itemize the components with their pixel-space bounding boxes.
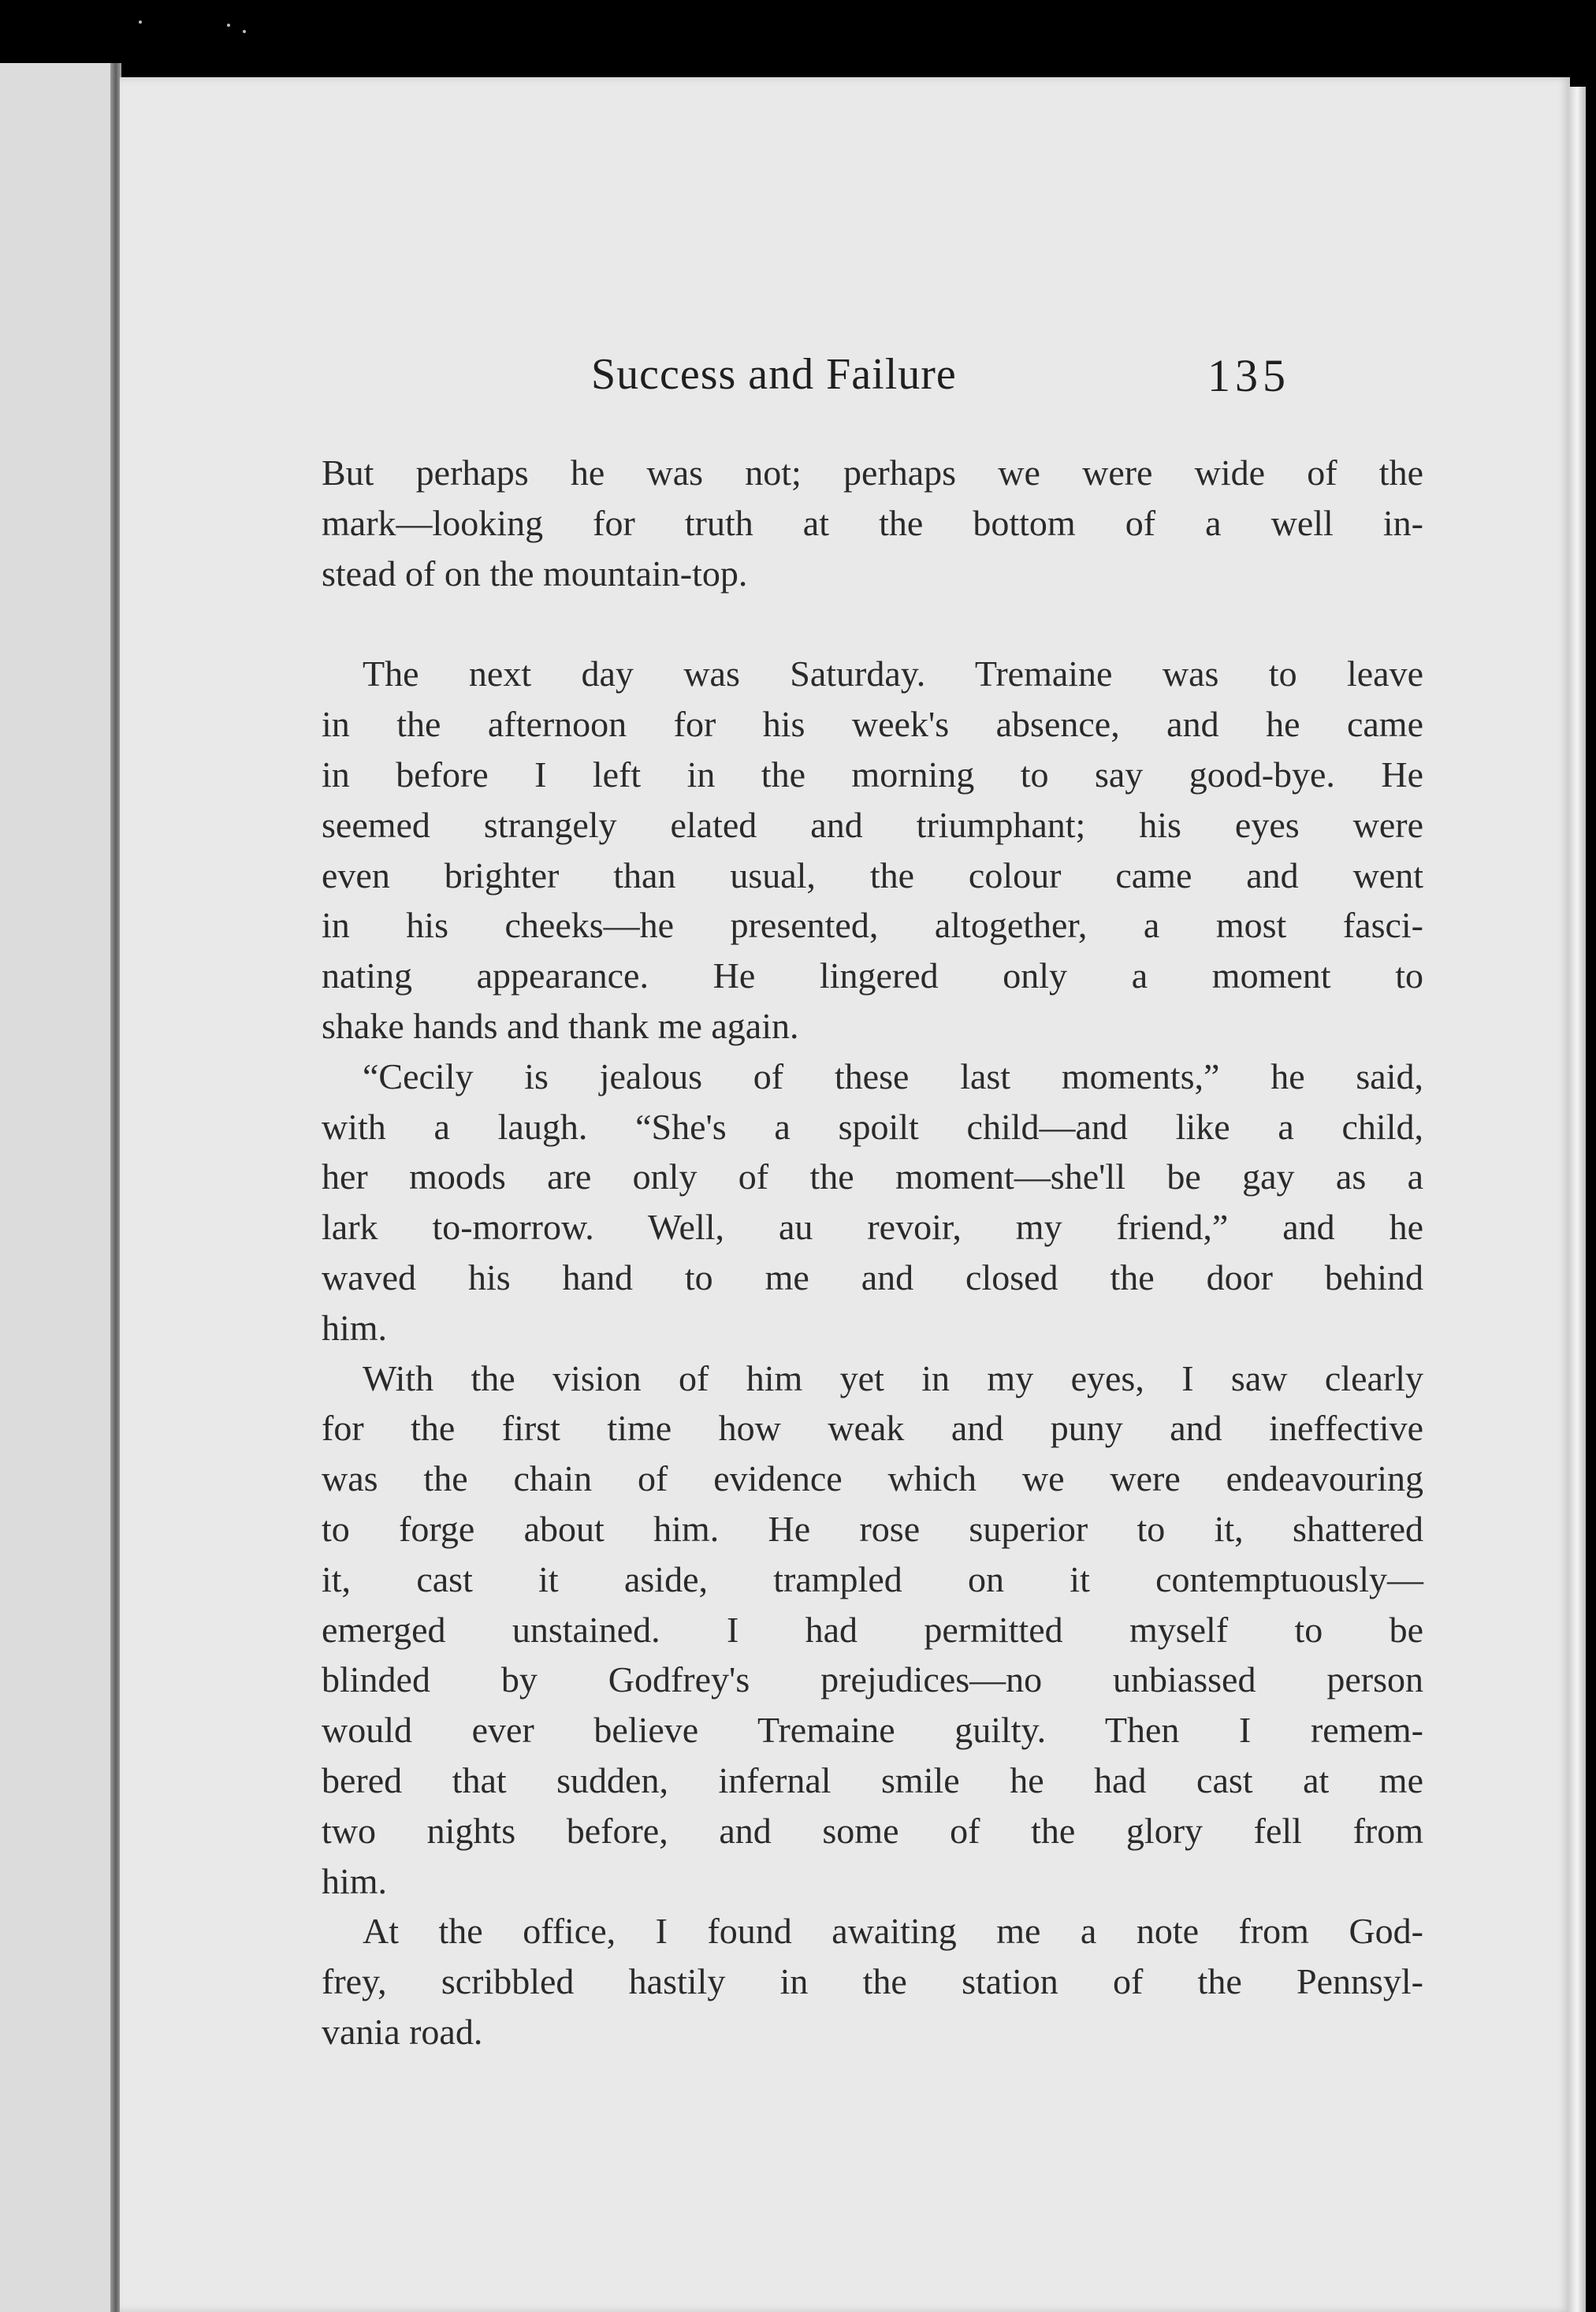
text-line: mark—looking for truth at the bottom of a well in- (322, 502, 1423, 543)
text-line: With the vision of him yet in my eyes, I saw clearly (363, 1357, 1423, 1398)
paragraph (322, 1906, 1423, 2057)
body-text (322, 448, 1423, 2057)
scan-dust (139, 20, 142, 24)
page-number: 135 (1207, 350, 1290, 401)
text-line: stead of on the mountain-top. (322, 553, 748, 594)
book-page (120, 77, 1570, 2312)
running-title: Success and Failure (591, 350, 957, 399)
scan-dust (243, 30, 246, 33)
facing-page-edge (0, 63, 117, 2312)
text-line: shake hands and thank me again. (322, 1005, 799, 1046)
text-line: waved his hand to me and closed the door behind (322, 1257, 1423, 1297)
section-break (322, 598, 1423, 649)
text-line: in the afternoon for his week's absence, and he came (322, 704, 1423, 745)
text-line: lark to-morrow. Well, au revoir, my friend,” and he (322, 1207, 1423, 1248)
text-line: nating appearance. He lingered only a moment to (322, 955, 1423, 996)
text-line: frey, scribbled hastily in the station of the Pennsyl- (322, 1961, 1423, 2002)
text-line: seemed strangely elated and triumphant; his eyes were (322, 804, 1423, 845)
text-line: in his cheeks—he presented, altogether, a most fasci- (322, 905, 1423, 946)
scan-dust (227, 24, 230, 27)
text-line: it, cast it aside, trampled on it contemptuously— (322, 1558, 1423, 1599)
text-line: At the office, I found awaiting me a note from God- (363, 1911, 1423, 1952)
text-line: “Cecily is jealous of these last moments,” he said, (363, 1055, 1423, 1096)
running-head (120, 349, 1570, 412)
page-stack-edge (1568, 87, 1586, 2312)
text-line: blinded by Godfrey's prejudices—no unbiassed person (322, 1659, 1423, 1700)
paragraph (322, 649, 1423, 1051)
paragraph (322, 1353, 1423, 1907)
text-line: him. (322, 1307, 388, 1348)
text-line: vania road. (322, 2011, 483, 2052)
text-line: with a laugh. “She's a spoilt child—and like a child, (322, 1106, 1423, 1147)
text-line: him. (322, 1860, 388, 1901)
text-line: emerged unstained. I had permitted myself to be (322, 1609, 1423, 1650)
text-line: was the chain of evidence which we were endeavouring (322, 1458, 1423, 1499)
text-line: even brighter than usual, the colour came and went (322, 854, 1423, 895)
paragraph (322, 1052, 1423, 1353)
text-line: for the first time how weak and puny and ineffective (322, 1408, 1423, 1449)
text-line: in before I left in the morning to say good-bye. He (322, 754, 1423, 795)
text-line: her moods are only of the moment—she'll be gay as a (322, 1156, 1423, 1197)
text-line: would ever believe Tremaine guilty. Then I remem- (322, 1710, 1423, 1751)
text-line: to forge about him. He rose superior to it, shattered (322, 1508, 1423, 1549)
paragraph (322, 448, 1423, 598)
text-line: bered that sudden, infernal smile he had cast at me (322, 1759, 1423, 1800)
text-line: But perhaps he was not; perhaps we were wide of the (322, 452, 1423, 493)
text-line: two nights before, and some of the glory fell from (322, 1810, 1423, 1851)
text-line: The next day was Saturday. Tremaine was to leave (363, 653, 1423, 694)
